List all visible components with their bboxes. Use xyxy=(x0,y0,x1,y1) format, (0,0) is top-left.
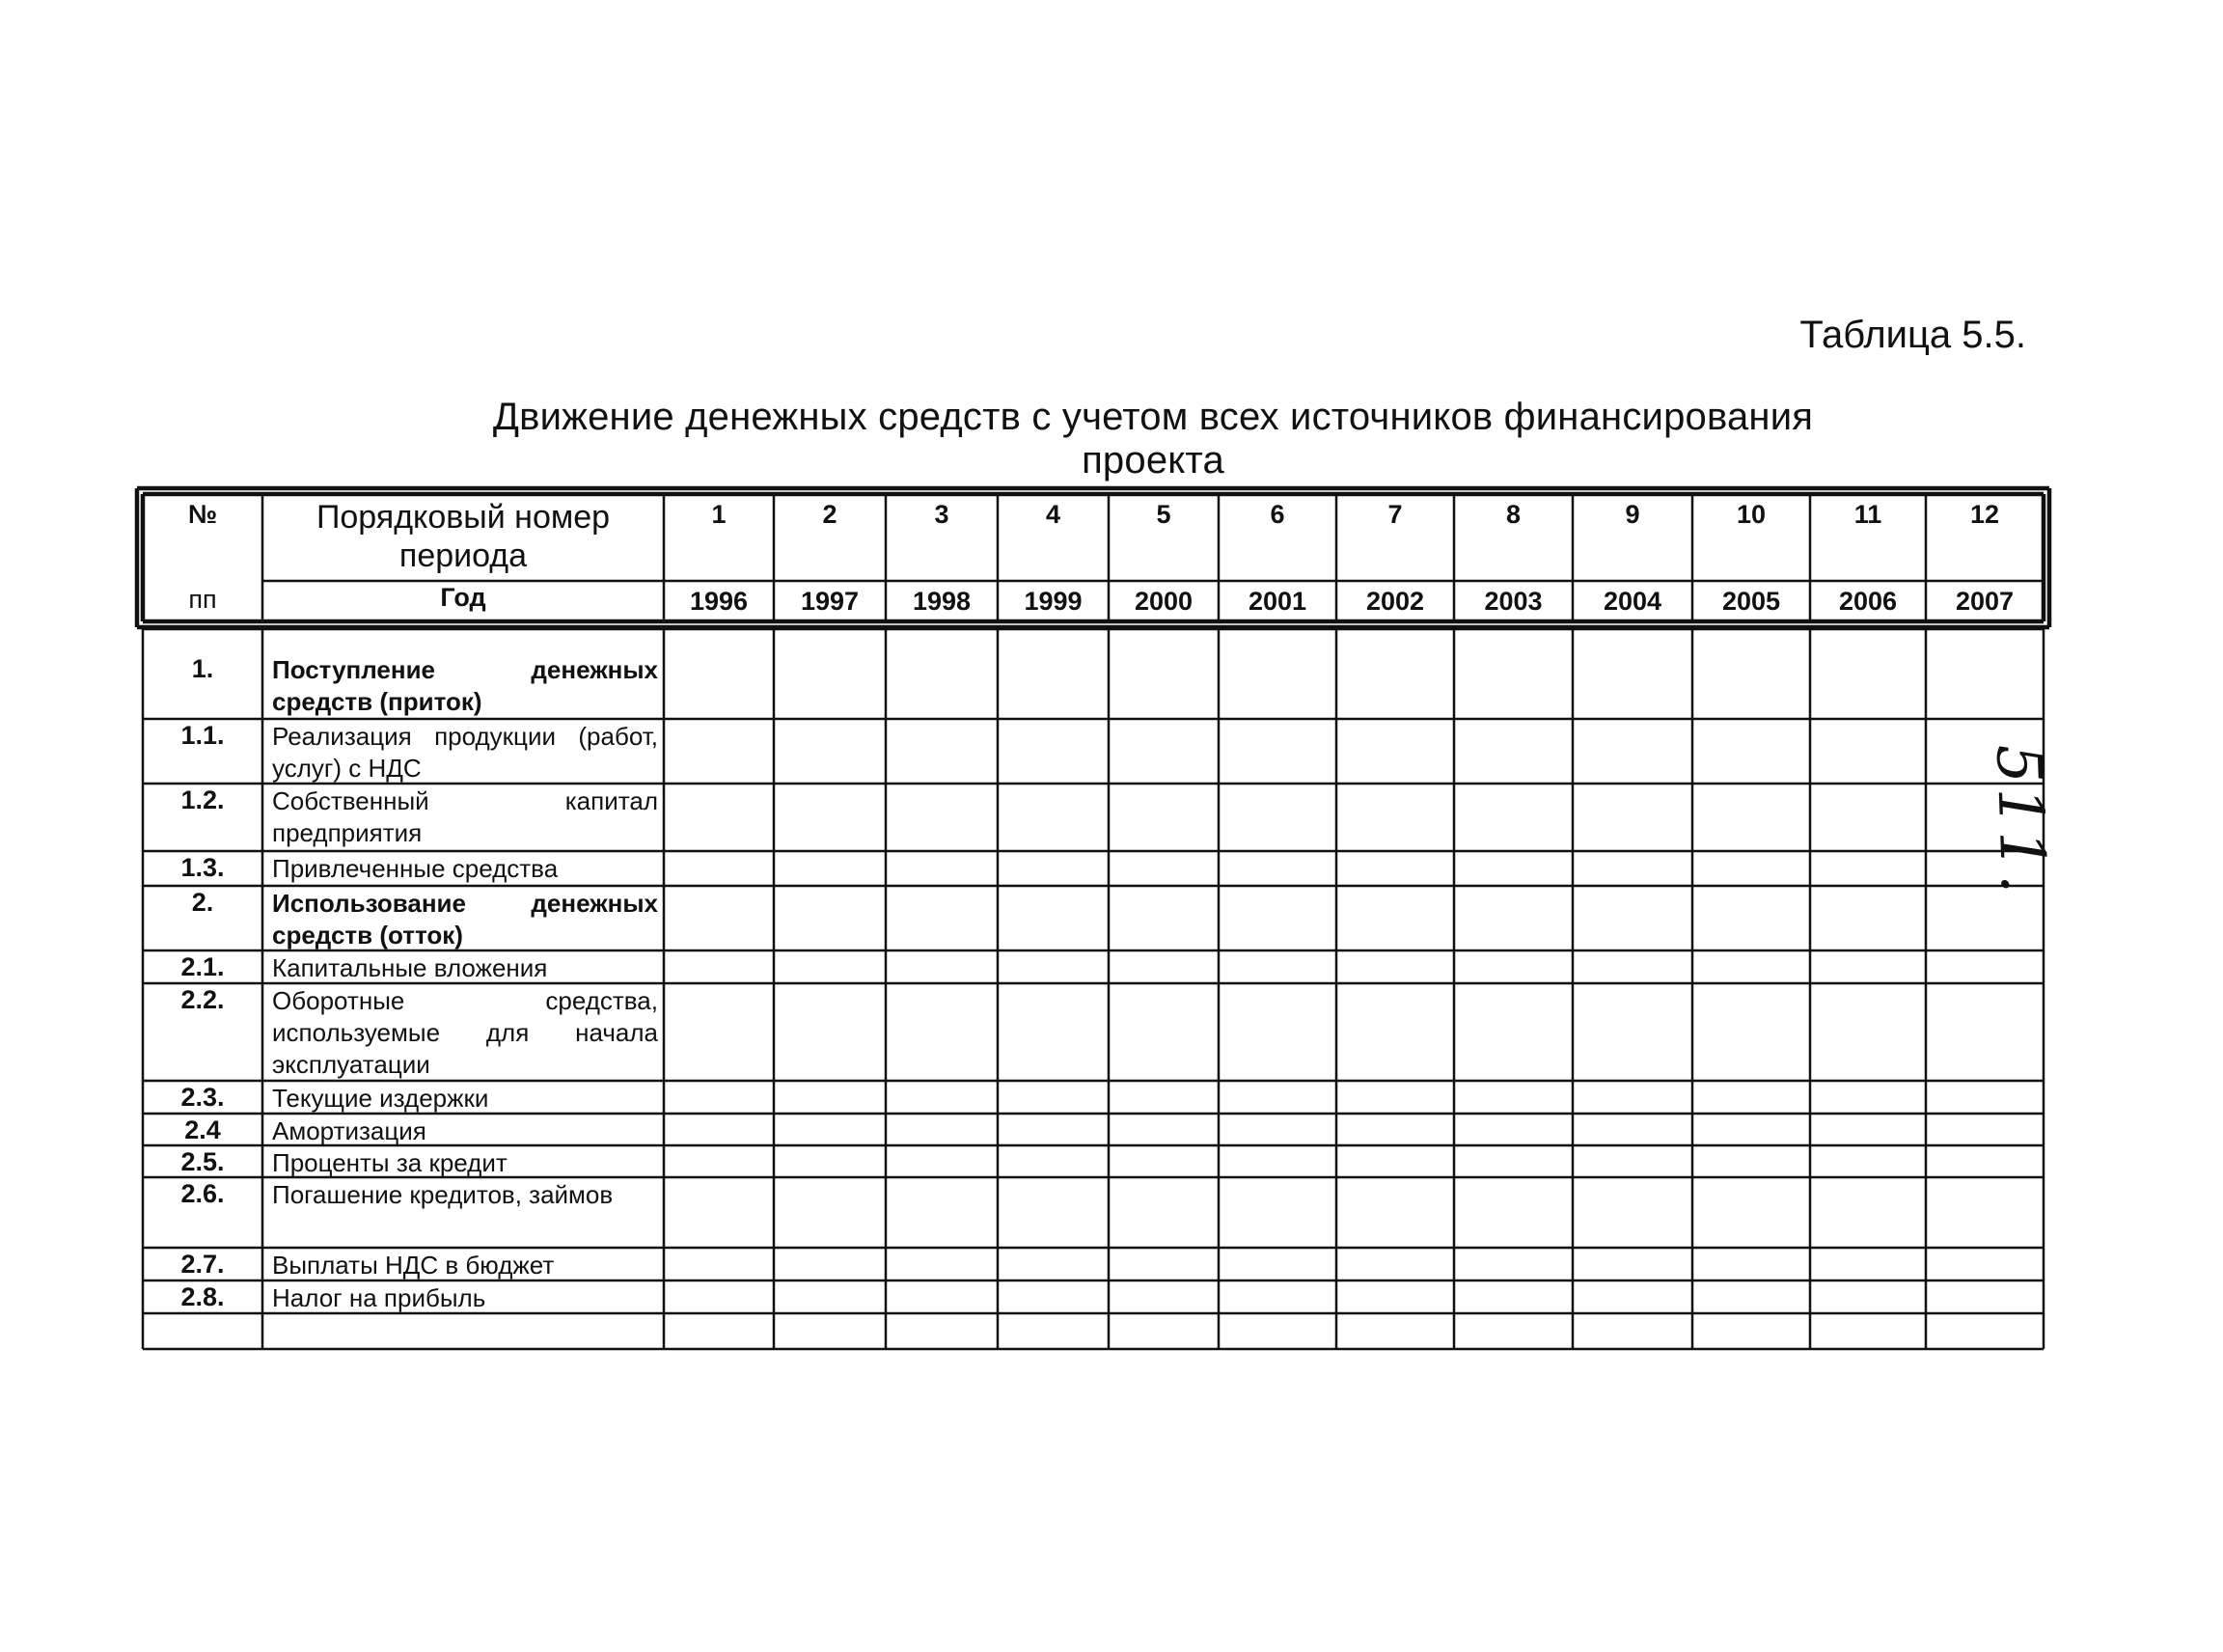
row-label: Проценты за кредит xyxy=(272,1148,508,1177)
row-number: 2. xyxy=(191,888,214,917)
header-period-3: 3 xyxy=(934,500,949,529)
header-year-1999: 1999 xyxy=(1024,587,1083,616)
row-number: 1.2. xyxy=(180,785,225,814)
row-number: 2.5. xyxy=(180,1147,225,1176)
row-label: Капитальные вложения xyxy=(272,953,548,982)
row-number: 2.7. xyxy=(180,1250,225,1279)
header-year-2000: 2000 xyxy=(1134,587,1194,616)
header-year-2006: 2006 xyxy=(1838,587,1898,616)
row-label: Оборотные средства, используемые для начала эксплуатации xyxy=(272,986,658,1079)
row-label: Привлеченные средства xyxy=(272,854,559,883)
row-label: Собственный капитал предприятия xyxy=(272,786,658,847)
row-label: Текущие издержки xyxy=(272,1084,489,1113)
header-year-1997: 1997 xyxy=(800,587,860,616)
header-year-2002: 2002 xyxy=(1365,587,1425,616)
row-label: Поступление денежных средств (приток) xyxy=(272,655,658,716)
header-year-1996: 1996 xyxy=(689,587,749,616)
row-label: Погашение кредитов, займов xyxy=(272,1180,614,1209)
header-period-1: 1 xyxy=(711,500,727,529)
header-no-label: № xyxy=(187,500,218,529)
row-label: Налог на прибыль xyxy=(272,1283,486,1312)
row-number: 1.3. xyxy=(180,853,225,882)
row-number: 1. xyxy=(191,654,214,683)
header-year-2001: 2001 xyxy=(1248,587,1307,616)
header-year-label: Год xyxy=(440,583,486,612)
header-pp-label: пп xyxy=(188,585,217,614)
row-label: Выплаты НДС в бюджет xyxy=(272,1251,555,1280)
header-period-2: 2 xyxy=(822,500,837,529)
header-period-7: 7 xyxy=(1387,500,1403,529)
header-period-12: 12 xyxy=(1969,500,2000,529)
row-label: Реализация продукции (работ, услуг) с НДС xyxy=(272,722,658,783)
row-number: 2.4 xyxy=(184,1115,221,1144)
header-year-2004: 2004 xyxy=(1603,587,1662,616)
header-period-10: 10 xyxy=(1736,500,1767,529)
row-label: Амортизация xyxy=(272,1116,426,1145)
row-label xyxy=(262,1315,664,1349)
header-period-5: 5 xyxy=(1156,500,1171,529)
header-period-label: Порядковый номер периода xyxy=(316,499,611,574)
row-number: 2.2. xyxy=(180,985,225,1014)
row-number: 2.6. xyxy=(180,1179,225,1208)
header-year-2003: 2003 xyxy=(1484,587,1543,616)
header-year-1998: 1998 xyxy=(912,587,972,616)
row-number: 1.1. xyxy=(180,721,225,750)
table-label: Таблица 5.5. xyxy=(1799,314,2026,356)
row-label: Использование денежных средств (отток) xyxy=(272,889,658,950)
header-period-6: 6 xyxy=(1270,500,1285,529)
header-period-11: 11 xyxy=(1853,500,1882,529)
header-period-4: 4 xyxy=(1045,500,1061,529)
header-period-9: 9 xyxy=(1625,500,1640,529)
header-year-2005: 2005 xyxy=(1721,587,1781,616)
row-number: 2.1. xyxy=(180,952,225,981)
document-title: Движение денежных средств с учетом всех источников финансирования проекта xyxy=(492,396,1814,482)
header-year-2007: 2007 xyxy=(1955,587,2015,616)
row-number: 2.3. xyxy=(180,1083,225,1112)
page-number-handwritten: 511. xyxy=(1982,743,2059,898)
row-number: 2.8. xyxy=(180,1282,225,1311)
header-period-8: 8 xyxy=(1505,500,1522,529)
row-number xyxy=(143,1315,262,1349)
